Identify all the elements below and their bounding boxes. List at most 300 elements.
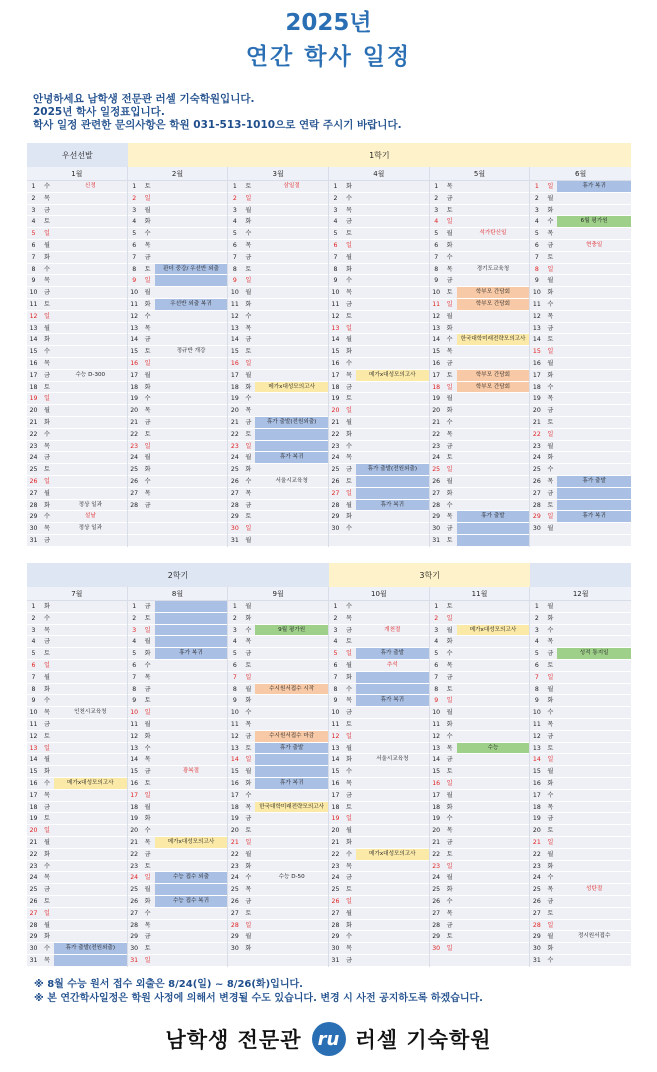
day-event: 광복절 — [182, 768, 200, 775]
day-event — [457, 216, 530, 227]
day-row — [530, 884, 631, 896]
day-event — [54, 955, 127, 966]
day-number: 11 — [130, 300, 139, 308]
day-row — [27, 452, 127, 464]
day-weekday: 월 — [245, 536, 252, 544]
day-weekday: 화 — [446, 803, 453, 811]
day-weekday: 목 — [547, 886, 554, 894]
day-number: 8 — [333, 685, 338, 693]
day-row — [329, 648, 429, 660]
day-event — [457, 695, 530, 706]
day-row — [228, 896, 328, 908]
day-row — [329, 802, 429, 814]
day-row — [128, 205, 228, 217]
day-event — [155, 861, 228, 872]
day-event: 판더 중강/ 우선반 외출 — [155, 264, 228, 275]
day-event: 휴가 출발 — [255, 743, 328, 754]
day-row — [128, 660, 228, 672]
day-event — [255, 240, 328, 251]
day-event — [457, 417, 530, 428]
day-weekday: 월 — [446, 709, 453, 717]
day-row — [228, 908, 328, 920]
day-weekday: 화 — [547, 862, 554, 870]
day-weekday: 일 — [446, 862, 453, 870]
day-row — [27, 311, 127, 323]
day-number: 27 — [532, 909, 541, 917]
day-row — [228, 452, 328, 464]
day-row — [329, 370, 429, 382]
day-number: 11 — [230, 720, 239, 728]
day-weekday: 화 — [144, 732, 151, 740]
day-number: 10 — [130, 289, 139, 297]
day-number: 21 — [130, 838, 139, 846]
day-row — [228, 346, 328, 358]
day-event — [255, 920, 328, 931]
day-row — [430, 240, 530, 252]
day-row — [128, 323, 228, 335]
day-number: 14 — [331, 336, 340, 344]
day-number: 25 — [331, 466, 340, 474]
day-event — [255, 535, 328, 546]
day-weekday: 일 — [144, 791, 151, 799]
day-row — [27, 943, 127, 955]
day-number: 27 — [230, 489, 239, 497]
day-row — [27, 500, 127, 512]
title-year: 2025년 — [285, 10, 372, 36]
day-row — [430, 872, 530, 884]
day-event — [155, 405, 228, 416]
day-number: 14 — [29, 336, 38, 344]
day-event: 휴가 복귀 — [255, 452, 328, 463]
day-event — [255, 358, 328, 369]
day-number: 9 — [232, 277, 237, 285]
day-row — [228, 754, 328, 766]
day-number: 6 — [31, 241, 36, 249]
day-event: 수능 D-50 — [278, 874, 305, 881]
day-row — [128, 216, 228, 228]
day-weekday: 일 — [345, 489, 352, 497]
day-event — [54, 636, 127, 647]
day-row — [128, 861, 228, 873]
day-event — [54, 672, 127, 683]
day-number: 29 — [230, 513, 239, 521]
day-weekday: 화 — [144, 815, 151, 823]
day-event: 개천절 — [384, 626, 401, 633]
day-event — [457, 684, 530, 695]
day-number: 23 — [230, 442, 239, 450]
day-row — [228, 476, 328, 488]
day-event — [557, 743, 631, 754]
day-event — [54, 825, 127, 836]
day-event — [557, 370, 631, 381]
day-number: 17 — [331, 791, 340, 799]
day-number: 7 — [534, 253, 539, 261]
day-weekday: 화 — [547, 289, 554, 297]
day-weekday: 월 — [245, 933, 252, 941]
day-event: 휴가 복귀 — [255, 778, 328, 789]
day-row — [228, 625, 328, 637]
day-row — [329, 523, 429, 535]
day-row — [128, 849, 228, 861]
day-weekday: 금 — [446, 673, 453, 681]
day-weekday: 목 — [144, 489, 151, 497]
day-row — [530, 382, 631, 394]
day-row — [128, 228, 228, 240]
day-row — [430, 896, 530, 908]
day-row — [530, 464, 631, 476]
day-row — [128, 382, 228, 394]
day-number: 10 — [532, 709, 541, 717]
day-weekday: 화 — [547, 206, 554, 214]
day-row — [329, 825, 429, 837]
day-weekday: 일 — [144, 359, 151, 367]
month-name: 7월 — [27, 587, 127, 601]
day-event — [54, 754, 127, 765]
day-row — [329, 216, 429, 228]
day-row — [128, 252, 228, 264]
day-number: 19 — [130, 395, 139, 403]
day-number: 13 — [532, 744, 541, 752]
day-weekday: 화 — [245, 945, 252, 953]
day-number: 23 — [331, 862, 340, 870]
day-event: 수능 — [457, 743, 530, 754]
day-row — [27, 323, 127, 335]
day-event — [457, 252, 530, 263]
day-event — [255, 287, 328, 298]
day-number: 14 — [432, 756, 441, 764]
day-event — [54, 240, 127, 251]
day-row — [430, 181, 530, 193]
day-number: 25 — [29, 466, 38, 474]
day-weekday: 월 — [245, 371, 252, 379]
day-number: 10 — [29, 289, 38, 297]
day-number: 3 — [232, 206, 237, 214]
day-row — [27, 523, 127, 535]
day-event: 수능 접수 외출 — [155, 872, 228, 883]
day-row — [128, 955, 228, 967]
day-weekday: 토 — [245, 265, 252, 273]
day-event — [255, 311, 328, 322]
day-weekday: 화 — [446, 241, 453, 249]
day-event — [255, 275, 328, 286]
day-weekday: 목 — [446, 430, 453, 438]
day-event — [255, 861, 328, 872]
day-event — [155, 181, 228, 192]
day-weekday: 목 — [44, 874, 50, 882]
day-weekday: 화 — [547, 454, 554, 462]
day-weekday: 토 — [245, 909, 252, 917]
day-weekday: 화 — [144, 897, 151, 905]
day-weekday: 일 — [44, 395, 50, 403]
day-weekday: 화 — [345, 513, 352, 521]
day-event — [457, 181, 530, 192]
day-number: 5 — [132, 230, 137, 238]
day-weekday: 토 — [44, 300, 50, 308]
day-number: 11 — [29, 720, 38, 728]
day-number: 14 — [130, 756, 139, 764]
day-row — [228, 216, 328, 228]
day-weekday: 월 — [44, 324, 50, 332]
day-weekday: 금 — [547, 650, 554, 658]
day-number: 26 — [432, 477, 441, 485]
day-event — [255, 193, 328, 204]
day-weekday: 일 — [144, 277, 151, 285]
day-row — [329, 334, 429, 346]
day-weekday: 토 — [44, 815, 50, 823]
day-number: 23 — [331, 442, 340, 450]
day-number: 25 — [130, 886, 139, 894]
day-weekday: 수 — [446, 650, 453, 658]
day-weekday: 일 — [144, 956, 151, 964]
day-number: 30 — [331, 525, 340, 533]
day-row — [329, 358, 429, 370]
day-weekday: 수 — [44, 697, 50, 705]
day-row — [128, 358, 228, 370]
day-number: 27 — [29, 489, 38, 497]
day-number: 17 — [532, 791, 541, 799]
day-weekday: 화 — [44, 768, 50, 776]
day-weekday: 금 — [446, 525, 453, 533]
day-row — [430, 358, 530, 370]
day-row — [530, 299, 631, 311]
day-row — [530, 264, 631, 276]
day-row — [530, 429, 631, 441]
day-weekday: 토 — [245, 661, 252, 669]
day-weekday: 일 — [345, 241, 352, 249]
day-event — [255, 511, 328, 522]
day-number: 15 — [432, 768, 441, 776]
day-number: 30 — [230, 945, 239, 953]
day-event — [457, 405, 530, 416]
day-number: 4 — [31, 638, 36, 646]
day-row — [430, 695, 530, 707]
day-weekday: 수 — [345, 933, 352, 941]
day-event — [356, 405, 429, 416]
day-row-empty — [329, 535, 429, 547]
day-event — [457, 849, 530, 860]
day-number: 6 — [333, 241, 338, 249]
day-row — [430, 452, 530, 464]
day-weekday: 일 — [547, 673, 554, 681]
day-row — [430, 311, 530, 323]
day-row — [329, 488, 429, 500]
day-weekday: 수 — [446, 336, 453, 344]
day-weekday: 월 — [345, 744, 352, 752]
day-number: 10 — [230, 709, 239, 717]
day-row — [228, 672, 328, 684]
day-row — [228, 636, 328, 648]
day-row — [430, 802, 530, 814]
day-row — [27, 625, 127, 637]
day-event: 신정 — [84, 183, 96, 189]
day-number: 21 — [532, 418, 541, 426]
day-event: 휴가 복귀 — [557, 511, 631, 522]
day-event: 학부모 간담회 — [457, 287, 530, 298]
day-weekday: 목 — [44, 626, 50, 634]
day-weekday: 금 — [245, 253, 252, 261]
day-row — [128, 802, 228, 814]
day-event — [54, 323, 127, 334]
day-row — [128, 672, 228, 684]
day-event — [356, 311, 429, 322]
day-event — [255, 323, 328, 334]
day-number: 10 — [432, 709, 441, 717]
day-event — [356, 216, 429, 227]
day-number: 9 — [232, 697, 237, 705]
day-row — [329, 240, 429, 252]
day-event — [557, 872, 631, 883]
day-number: 6 — [132, 241, 137, 249]
day-number: 2 — [434, 194, 439, 202]
day-row — [228, 323, 328, 335]
day-weekday: 월 — [345, 418, 352, 426]
day-weekday: 수 — [345, 359, 352, 367]
day-weekday: 금 — [144, 501, 151, 509]
day-row — [530, 452, 631, 464]
footer-left-text: 남학생 전문관 — [165, 1028, 302, 1052]
day-number: 8 — [333, 265, 338, 273]
day-weekday: 토 — [245, 513, 252, 521]
day-number: 23 — [29, 442, 38, 450]
day-number: 22 — [230, 430, 239, 438]
day-number: 20 — [432, 827, 441, 835]
day-number: 14 — [130, 336, 139, 344]
day-number: 12 — [29, 312, 38, 320]
day-event — [557, 441, 631, 452]
day-event — [255, 825, 328, 836]
day-number: 19 — [331, 395, 340, 403]
day-row — [329, 743, 429, 755]
day-weekday: 토 — [245, 183, 252, 190]
day-number: 15 — [29, 348, 38, 356]
day-weekday: 토 — [446, 603, 453, 610]
day-event — [557, 500, 631, 511]
day-weekday: 일 — [44, 827, 50, 835]
day-weekday: 월 — [547, 768, 554, 776]
day-event — [155, 931, 228, 942]
day-number: 24 — [532, 874, 541, 882]
day-weekday: 월 — [44, 838, 50, 846]
day-event — [54, 802, 127, 813]
day-number: 8 — [534, 685, 539, 693]
day-number: 30 — [29, 525, 38, 533]
day-number: 19 — [532, 395, 541, 403]
day-event — [457, 346, 530, 357]
day-number: 16 — [230, 359, 239, 367]
day-number: 11 — [331, 300, 340, 308]
day-event — [155, 275, 228, 286]
day-row — [228, 441, 328, 453]
day-number: 9 — [31, 697, 36, 705]
day-weekday: 금 — [245, 897, 252, 905]
day-number: 23 — [432, 442, 441, 450]
day-weekday: 일 — [245, 756, 252, 764]
day-row — [430, 216, 530, 228]
day-weekday: 수 — [245, 230, 252, 238]
day-event — [155, 613, 228, 624]
day-weekday: 목 — [245, 407, 252, 415]
day-weekday: 금 — [345, 466, 352, 474]
day-weekday: 수 — [44, 779, 50, 787]
day-row — [27, 861, 127, 873]
day-weekday: 화 — [144, 218, 151, 226]
day-weekday: 금 — [44, 720, 50, 728]
month-name: 2월 — [128, 167, 228, 181]
day-number: 22 — [532, 430, 541, 438]
day-event — [557, 625, 631, 636]
day-event — [255, 429, 328, 440]
day-weekday: 화 — [345, 348, 352, 356]
day-event — [54, 299, 127, 310]
day-row — [228, 766, 328, 778]
day-event: 성적 통지일 — [557, 648, 631, 659]
note-line: ※ 8월 수능 원서 접수 외출은 8/24(일) ~ 8/26(화)입니다. — [34, 979, 303, 990]
day-number: 21 — [331, 838, 340, 846]
day-weekday: 월 — [446, 230, 453, 238]
day-number: 13 — [532, 324, 541, 332]
day-event — [54, 601, 127, 612]
day-event — [457, 193, 530, 204]
day-event: 한국대학미래전략모의고사 — [457, 334, 530, 345]
day-weekday: 수 — [547, 956, 554, 964]
day-row — [128, 193, 228, 205]
day-number: 16 — [532, 359, 541, 367]
day-event: 6월 평가원 — [557, 216, 631, 227]
day-weekday: 화 — [345, 673, 352, 681]
day-row-empty — [228, 955, 328, 967]
day-row — [530, 731, 631, 743]
day-weekday: 월 — [44, 921, 50, 929]
day-row — [430, 601, 530, 613]
day-row — [430, 707, 530, 719]
day-row — [430, 625, 530, 637]
day-number: 13 — [130, 324, 139, 332]
day-row — [430, 790, 530, 802]
day-row — [128, 613, 228, 625]
day-event — [557, 287, 631, 298]
day-number: 22 — [432, 430, 441, 438]
day-weekday: 월 — [245, 206, 252, 214]
day-event — [54, 429, 127, 440]
day-weekday: 수 — [245, 312, 252, 320]
day-number: 7 — [31, 673, 36, 681]
day-weekday: 수 — [547, 874, 554, 882]
day-number: 29 — [432, 513, 441, 521]
day-weekday: 토 — [446, 933, 453, 941]
day-number: 20 — [432, 407, 441, 415]
day-number: 15 — [130, 348, 139, 356]
day-row — [27, 672, 127, 684]
day-event — [557, 837, 631, 848]
day-weekday: 수 — [245, 709, 252, 717]
day-event — [457, 707, 530, 718]
day-number: 8 — [534, 265, 539, 273]
day-number: 30 — [130, 945, 139, 953]
day-number: 6 — [31, 661, 36, 669]
day-row — [430, 908, 530, 920]
day-weekday: 월 — [44, 489, 50, 497]
day-event — [155, 884, 228, 895]
day-row — [530, 837, 631, 849]
day-weekday: 화 — [245, 614, 252, 622]
day-weekday: 토 — [345, 720, 352, 728]
day-number: 27 — [331, 489, 340, 497]
day-row — [228, 511, 328, 523]
day-weekday: 화 — [245, 383, 252, 391]
day-weekday: 목 — [446, 348, 453, 356]
day-weekday: 월 — [44, 673, 50, 681]
day-weekday: 수 — [245, 626, 252, 634]
